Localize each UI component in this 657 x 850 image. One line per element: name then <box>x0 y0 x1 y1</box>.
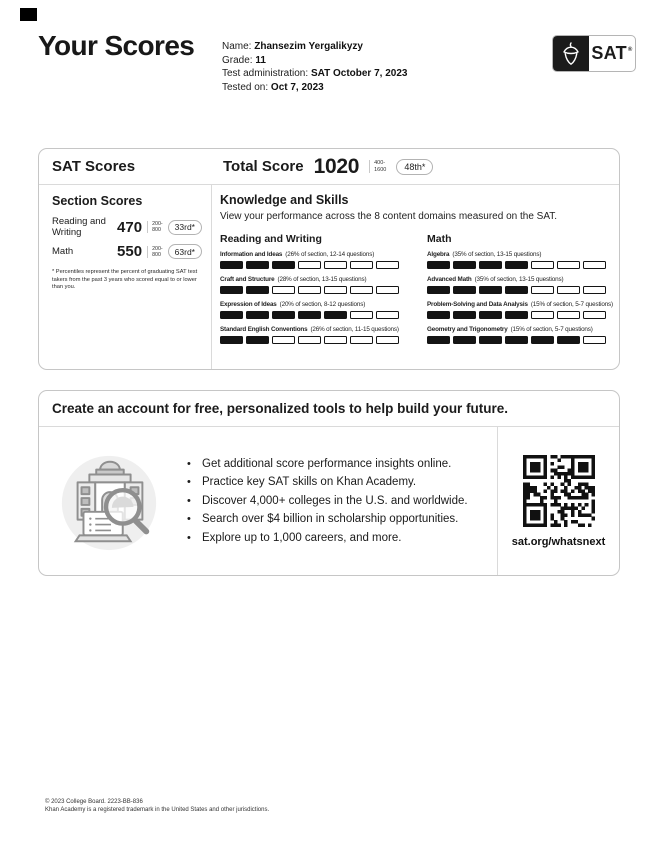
bar-segment <box>479 261 502 269</box>
total-score-range: 400- 1600 <box>369 160 386 173</box>
benefit-item: • Explore up to 1,000 careers, and more. <box>185 529 497 548</box>
bar-segment <box>427 286 450 294</box>
domain-performance-bar <box>427 336 619 344</box>
student-info-line: Test administration: SAT October 7, 2023 <box>222 68 408 79</box>
bar-segment <box>583 311 606 319</box>
benefit-item: • Discover 4,000+ colleges in the U.S. and worldwide. <box>185 492 497 511</box>
bar-segment <box>298 261 321 269</box>
benefits-list <box>185 455 497 548</box>
page-title: Your Scores <box>38 30 195 61</box>
domain-performance-bar <box>427 311 619 319</box>
bar-segment <box>324 311 347 319</box>
bar-segment <box>427 261 450 269</box>
college-search-illustration <box>55 447 163 555</box>
domain-label: Geometry and Trigonometry (15% of section, 5-7 questions) <box>427 326 593 333</box>
section-scores-heading: Section Scores <box>52 194 143 208</box>
section-percentile-badge: 33rd* <box>168 220 202 235</box>
bar-segment <box>427 336 450 344</box>
bar-segment <box>505 336 528 344</box>
benefit-item: • Search over $4 billion in scholarship opportunities. <box>185 510 497 529</box>
page-footer <box>45 799 269 814</box>
bar-segment <box>298 336 321 344</box>
bar-segment <box>246 311 269 319</box>
bar-segment <box>220 261 243 269</box>
content-domain <box>427 251 619 269</box>
student-info-line: Name: Zhansezim Yergalikyzy <box>222 41 363 52</box>
bar-segment <box>479 311 502 319</box>
create-account-card <box>38 390 620 576</box>
section-name: Reading and Writing <box>52 216 106 238</box>
sat-logo <box>552 35 636 72</box>
bar-segment <box>376 311 399 319</box>
bar-segment <box>479 336 502 344</box>
trademark-line: Khan Academy is a registered trademark in the United States and other jurisdictions. <box>45 806 270 813</box>
bar-segment <box>350 311 373 319</box>
domain-performance-bar <box>220 261 412 269</box>
total-percentile-badge: 48th* <box>396 159 433 175</box>
bar-segment <box>298 311 321 319</box>
section-scores-panel <box>39 185 212 369</box>
domain-label: Problem-Solving and Data Analysis (15% of section, 5-7 questions) <box>427 301 613 308</box>
bar-segment <box>531 261 554 269</box>
bar-segment <box>376 336 399 344</box>
knowledge-skills-subtitle: View your performance across the 8 content domains measured on the SAT. <box>220 211 558 222</box>
total-score-value: 1020 <box>313 154 360 178</box>
bar-segment <box>272 311 295 319</box>
bar-segment <box>298 286 321 294</box>
bar-segment <box>453 311 476 319</box>
bar-segment <box>220 336 243 344</box>
bar-segment <box>531 336 554 344</box>
content-domain <box>427 301 619 319</box>
domain-performance-bar <box>427 286 619 294</box>
sat-logo-text: SAT ® <box>591 43 633 63</box>
bar-segment <box>350 286 373 294</box>
bar-segment <box>220 311 243 319</box>
benefit-item: • Get additional score performance insights online. <box>185 455 497 474</box>
student-info <box>222 40 407 94</box>
section-score-row <box>52 243 202 260</box>
domain-performance-bar <box>220 311 412 319</box>
domain-label: Algebra (35% of section, 13-15 questions) <box>427 251 542 258</box>
bar-segment <box>505 286 528 294</box>
knowledge-column-heading: Reading and Writing <box>220 233 322 245</box>
section-score: 550 <box>117 243 143 260</box>
bar-segment <box>505 261 528 269</box>
bar-segment <box>427 311 450 319</box>
bar-segment <box>272 286 295 294</box>
benefit-item: • Practice key SAT skills on Khan Academy. <box>185 473 497 492</box>
knowledge-skills-panel <box>212 185 619 369</box>
section-name: Math <box>52 246 74 257</box>
bar-segment <box>583 336 606 344</box>
qr-link-label: sat.org/whatsnext <box>511 535 606 548</box>
bar-segment <box>505 311 528 319</box>
content-domain <box>220 301 412 319</box>
content-domain <box>427 276 619 294</box>
bar-segment <box>453 336 476 344</box>
content-domain <box>220 326 412 344</box>
bar-segment <box>376 286 399 294</box>
percentile-footnote: * Percentiles represent the percent of graduating SAT test takers from the past 3 years who scored equal to or lower than you. <box>52 269 198 291</box>
domain-performance-bar <box>220 286 412 294</box>
domain-performance-bar <box>220 336 412 344</box>
domain-label: Standard English Conventions (26% of section, 11-15 questions) <box>220 326 399 333</box>
bar-segment <box>246 286 269 294</box>
domain-label: Advanced Math (35% of section, 13-15 questions) <box>427 276 564 283</box>
bar-segment <box>531 286 554 294</box>
student-info-line: Grade: 11 <box>222 54 266 66</box>
section-score-range: 200- 800 <box>147 246 163 258</box>
qr-code <box>523 455 595 527</box>
bar-segment <box>324 336 347 344</box>
section-score-range: 200- 800 <box>147 221 163 233</box>
knowledge-column-heading: Math <box>427 233 452 245</box>
bar-segment <box>557 311 580 319</box>
content-domain <box>427 326 619 344</box>
copyright-line: © 2023 College Board. 2223-BB-836 <box>45 799 143 805</box>
bar-segment <box>272 261 295 269</box>
knowledge-column <box>427 233 619 351</box>
bar-segment <box>583 261 606 269</box>
domain-label: Craft and Structure (28% of section, 13-15 questions) <box>220 276 367 283</box>
bar-segment <box>246 336 269 344</box>
total-score <box>216 155 433 179</box>
bar-segment <box>557 336 580 344</box>
qr-panel <box>497 427 619 575</box>
bar-segment <box>557 261 580 269</box>
domain-label: Expression of Ideas (20% of section, 8-12 questions) <box>220 301 366 308</box>
section-percentile-badge: 63rd* <box>168 244 202 259</box>
bar-segment <box>531 311 554 319</box>
sat-scores-card <box>38 148 620 370</box>
total-score-label: Total Score <box>223 158 304 175</box>
domain-performance-bar <box>427 261 619 269</box>
bar-segment <box>453 261 476 269</box>
bar-segment <box>453 286 476 294</box>
bar-segment <box>220 286 243 294</box>
scores-card-header <box>39 149 619 185</box>
bar-segment <box>246 261 269 269</box>
content-domain <box>220 276 412 294</box>
bar-segment <box>324 286 347 294</box>
collegeboard-acorn-icon <box>553 36 589 71</box>
section-score: 470 <box>117 218 143 236</box>
bar-segment <box>557 286 580 294</box>
print-registration-mark <box>20 8 37 21</box>
bar-segment <box>272 336 295 344</box>
create-account-heading: Create an account for free, personalized tools to help build your future. <box>39 391 619 427</box>
bar-segment <box>583 286 606 294</box>
domain-label: Information and Ideas (26% of section, 12-14 questions) <box>220 251 375 258</box>
knowledge-column <box>220 233 412 351</box>
bar-segment <box>324 261 347 269</box>
bar-segment <box>350 336 373 344</box>
scores-card-title: SAT Scores <box>52 158 136 175</box>
bar-segment <box>479 286 502 294</box>
section-score-row <box>52 216 202 238</box>
bar-segment <box>350 261 373 269</box>
content-domain <box>220 251 412 269</box>
bar-segment <box>376 261 399 269</box>
knowledge-skills-heading: Knowledge and Skills <box>220 193 349 207</box>
student-info-line: Tested on: Oct 7, 2023 <box>222 81 324 93</box>
